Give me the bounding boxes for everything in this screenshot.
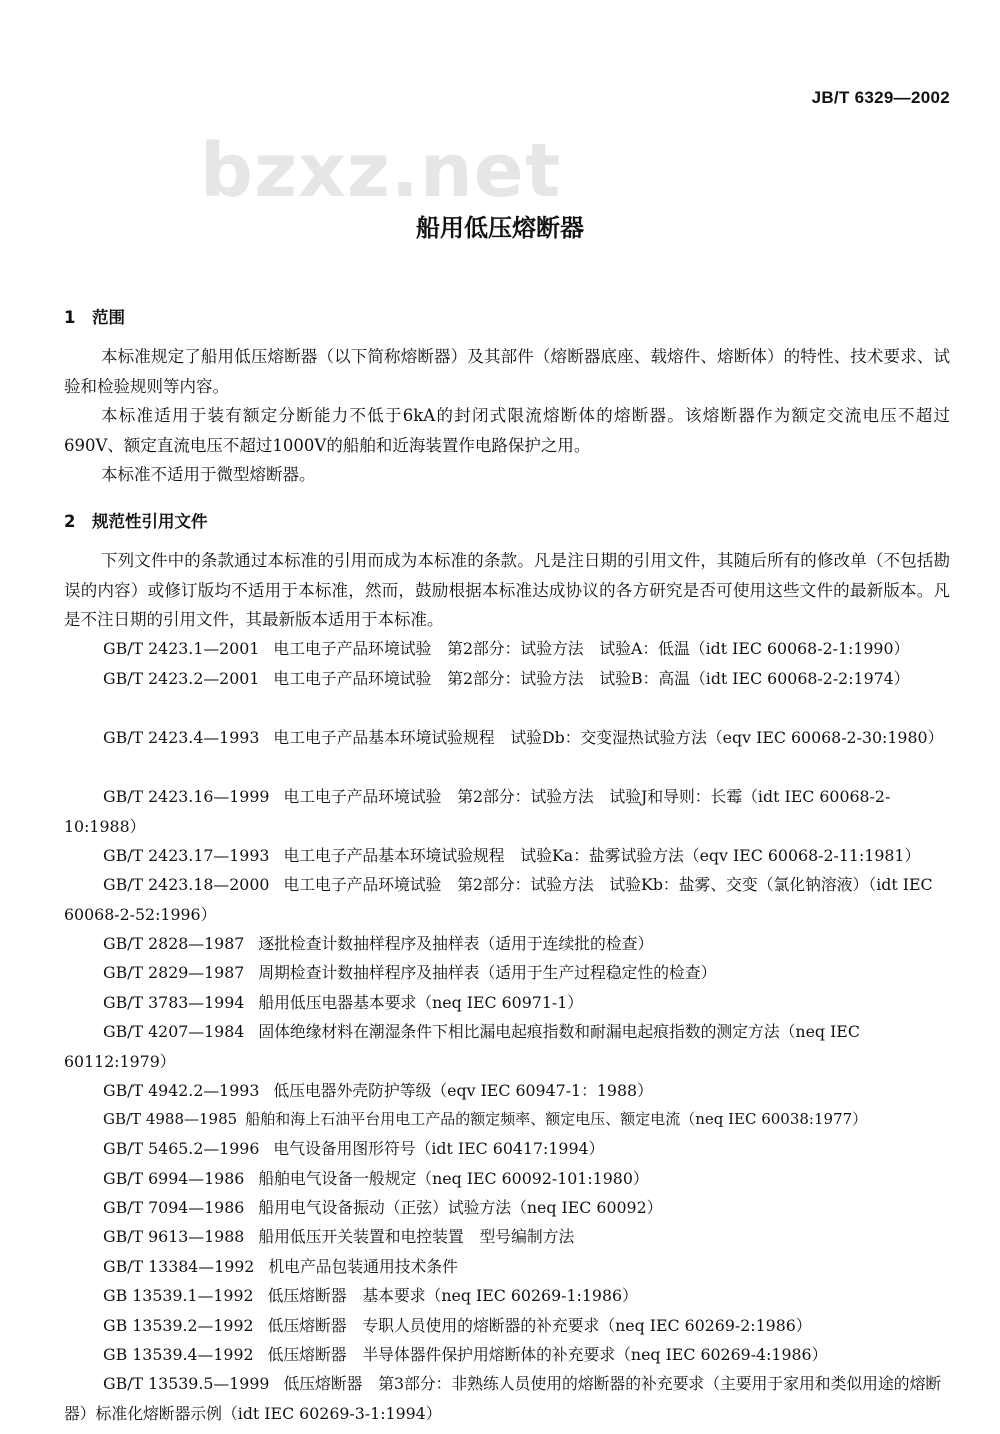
reference-text: 电工电子产品环境试验 第2部分：试验方法 试验B：高温（idt IEC 60068-2-2:1974） (273, 669, 910, 688)
reference-text: 固体绝缘材料在潮湿条件下相比漏电起痕指数和耐漏电起痕指数的测定方法（neq IEC 60112:1979） (64, 1022, 860, 1071)
reference-item (64, 841, 950, 871)
reference-item (64, 1369, 950, 1428)
reference-text: 船用电气设备振动（正弦）试验方法（neq IEC 60092） (258, 1198, 663, 1217)
reference-text: 船舶和海上石油平台用电工产品的额定频率、额定电压、额定电流（neq IEC 60038:1977） (245, 1110, 868, 1128)
reference-item (64, 1164, 950, 1194)
reference-item (64, 1222, 950, 1252)
reference-item (64, 988, 950, 1018)
reference-code: GB/T 13384—1992 (103, 1257, 255, 1276)
scope-paragraph-2: 本标准适用于装有额定分断能力不低于6kA的封闭式限流熔断体的熔断器。该熔断器作为额定交流电压不超过690V、额定直流电压不超过1000V的船舶和近海装置作电路保护之用。 (64, 406, 950, 455)
reference-text: 机电产品包装通用技术条件 (268, 1257, 458, 1276)
reference-code: GB/T 2423.17—1993 (103, 846, 270, 865)
reference-code: GB/T 3783—1994 (103, 993, 245, 1012)
reference-item (64, 1311, 950, 1341)
reference-code: GB/T 13539.5—1999 (103, 1374, 270, 1393)
reference-code: GB/T 2828—1987 (103, 934, 245, 953)
reference-text: 低压熔断器 第3部分：非熟练人员使用的熔断器的补充要求（主要用于家用和类似用途的熔断器）标准化熔断器示例（idt IEC 60269-3-1:1994） (64, 1374, 942, 1423)
reference-text: 周期检查计数抽样程序及抽样表（适用于生产过程稳定性的检查） (258, 963, 717, 982)
document-title: 船用低压熔断器 (416, 214, 584, 242)
reference-code: GB/T 2423.1—2001 (103, 639, 260, 658)
reference-text: 逐批检查计数抽样程序及抽样表（适用于连续批的检查） (258, 934, 654, 953)
reference-text: 低压电器外壳防护等级（eqv IEC 60947-1：1988） (273, 1081, 653, 1100)
reference-text: 低压熔断器 专职人员使用的熔断器的补充要求（neq IEC 60269-2:1986） (267, 1316, 812, 1335)
reference-code: GB/T 2829—1987 (103, 963, 245, 982)
reference-text: 电工电子产品环境试验 第2部分：试验方法 试验A：低温（idt IEC 60068-2-1:1990） (273, 639, 910, 658)
reference-text: 船用低压电器基本要求（neq IEC 60971-1） (258, 993, 584, 1012)
reference-item (64, 1340, 950, 1370)
reference-code: GB/T 7094—1986 (103, 1198, 245, 1217)
reference-code: GB 13539.4—1992 (103, 1345, 254, 1364)
reference-text: 电工电子产品环境试验 第2部分：试验方法 试验Kb：盐雾、交变（氯化钠溶液）（idt IEC 60068-2-52:1996） (64, 875, 933, 924)
reference-text: 电工电子产品基本环境试验规程 试验Db：交变湿热试验方法（eqv IEC 60068-2-30:1980） (273, 728, 944, 747)
reference-text: 低压熔断器 半导体器件保护用熔断体的补充要求（neq IEC 60269-4:1986） (267, 1345, 828, 1364)
scope-paragraph-3: 本标准不适用于微型熔断器。 (101, 465, 316, 484)
reference-item (64, 1105, 950, 1135)
reference-code: GB/T 2423.2—2001 (103, 669, 260, 688)
reference-item (64, 1017, 950, 1076)
reference-text: 低压熔断器 基本要求（neq IEC 60269-1:1986） (267, 1286, 638, 1305)
reference-item (64, 1076, 950, 1106)
reference-code: GB/T 2423.4—1993 (103, 728, 260, 747)
reference-code: GB/T 2423.18—2000 (103, 875, 270, 894)
scope-paragraph-1: 本标准规定了船用低压熔断器（以下简称熔断器）及其部件（熔断器底座、载熔件、熔断体）的特性、技术要求、试验和检验规则等内容。 (64, 347, 950, 396)
references-intro: 下列文件中的条款通过本标准的引用而成为本标准的条款。凡是注日期的引用文件，其随后所有的修改单（不包括勘误的内容）或修订版均不适用于本标准，然而，鼓励根据本标准达成协议的各方研究是否可使用这些文件的最新版本。凡是不注日期的引用文件，其最新版本适用于本标准。 (64, 551, 950, 629)
reference-code: GB 13539.2—1992 (103, 1316, 254, 1335)
reference-code: GB/T 4988—1985 (103, 1110, 238, 1128)
reference-code: GB/T 4207—1984 (103, 1022, 245, 1041)
reference-text: 电工电子产品环境试验 第2部分：试验方法 试验J和导则：长霉（idt IEC 60068-2-10:1988） (64, 787, 891, 836)
reference-code: GB/T 4942.2—1993 (103, 1081, 260, 1100)
reference-text: 船舶电气设备一般规定（neq IEC 60092-101:1980） (258, 1169, 649, 1188)
reference-item (64, 1134, 950, 1164)
reference-text: 电工电子产品基本环境试验规程 试验Ka：盐雾试验方法（eqv IEC 60068-2-11:1981） (283, 846, 921, 865)
reference-code: GB/T 9613—1988 (103, 1227, 245, 1246)
reference-item (64, 723, 950, 753)
reference-text: 船用低压开关装置和电控装置 型号编制方法 (258, 1227, 575, 1246)
reference-item (64, 1252, 950, 1282)
reference-text: 电气设备用图形符号（idt IEC 60417:1994） (273, 1139, 605, 1158)
reference-item (64, 870, 950, 929)
reference-code: GB/T 6994—1986 (103, 1169, 245, 1188)
reference-item (64, 634, 950, 664)
standard-code: JB/T 6329—2002 (811, 88, 950, 107)
reference-item (64, 1193, 950, 1223)
reference-item (64, 929, 950, 959)
section-heading-scope: 1 范围 (64, 308, 125, 327)
section-heading-references: 2 规范性引用文件 (64, 512, 208, 531)
watermark: bzxz.net (200, 128, 562, 214)
reference-item (64, 664, 950, 694)
reference-item (64, 782, 950, 841)
reference-item (64, 1281, 950, 1311)
reference-item (64, 958, 950, 988)
reference-code: GB/T 5465.2—1996 (103, 1139, 260, 1158)
reference-code: GB 13539.1—1992 (103, 1286, 254, 1305)
reference-code: GB/T 2423.16—1999 (103, 787, 270, 806)
